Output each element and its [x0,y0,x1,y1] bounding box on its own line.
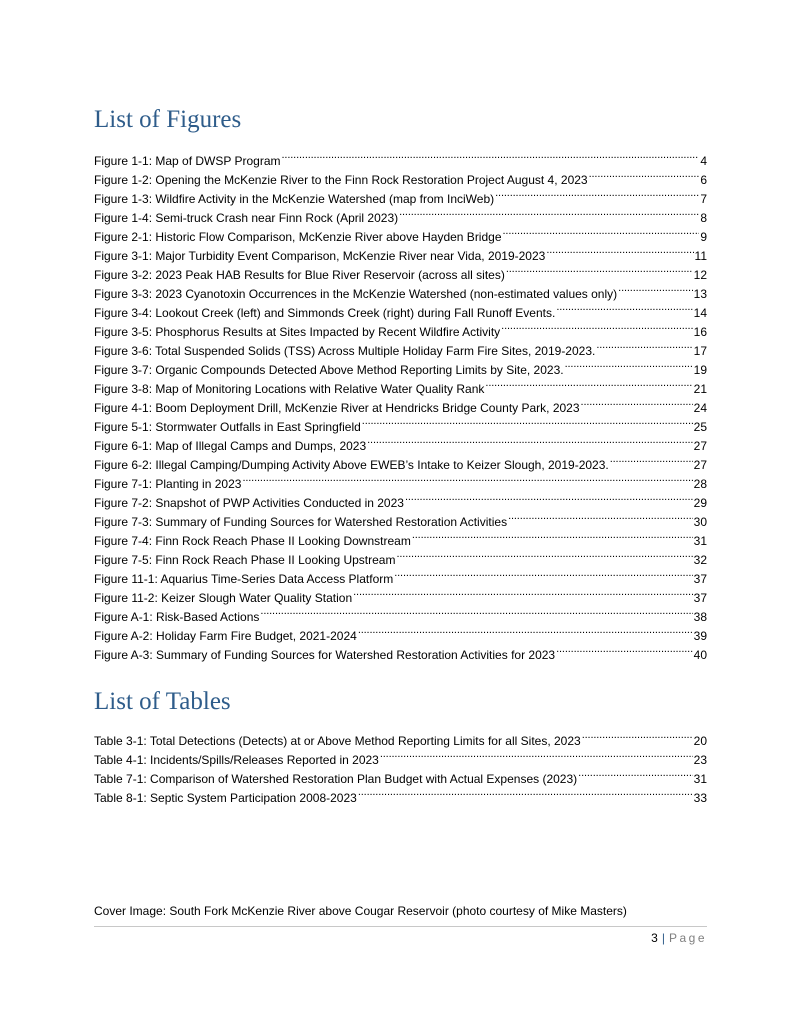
table-entry-label: Table 8-1: Septic System Participation 2008-2023 [94,791,357,805]
dot-leader [380,745,693,764]
figure-entry-label: Figure A-2: Holiday Farm Fire Budget, 2021-2024 [94,629,357,643]
figure-entry-label: Figure 3-6: Total Suspended Solids (TSS) Across Multiple Holiday Farm Fire Sites, 2019-2023. [94,344,596,358]
footer-separator: | [661,931,665,945]
dot-leader [506,260,693,279]
figure-entry-page-number: 31 [693,534,707,548]
dot-leader [396,545,692,564]
dot-leader [399,203,699,222]
figure-entry-label: Figure 7-4: Finn Rock Reach Phase II Looking Downstream [94,534,411,548]
document-page [94,0,707,1035]
table-entry-label: Table 7-1: Comparison of Watershed Restoration Plan Budget with Actual Expenses (2023) [94,772,578,786]
figure-entry-page-number: 24 [693,401,707,415]
figure-entry-page-number: 16 [693,325,707,339]
figure-entry-page-number: 27 [693,458,707,472]
figure-entry-label: Figure 5-1: Stormwater Outfalls in East Springfield [94,420,361,434]
figure-entry-label: Figure 3-8: Map of Monitoring Locations with Relative Water Quality Rank [94,382,485,396]
figure-entry-page-number: 8 [700,211,707,225]
dot-leader [282,146,700,165]
figure-entry-page-number: 40 [693,648,707,662]
dot-leader [578,764,692,783]
figure-entry-page-number: 11 [694,249,707,263]
dot-leader [412,526,693,545]
figure-entry-page-number: 17 [693,344,707,358]
figure-entry-page-number: 38 [693,610,707,624]
figures-list [94,146,707,662]
list-of-tables-heading: List of Tables [94,688,231,715]
figure-entry-label: Figure 6-1: Map of Illegal Camps and Dumps, 2023 [94,439,367,453]
footer-divider [94,926,707,927]
dot-leader [589,165,700,184]
dot-leader [596,336,692,355]
figure-entry-label: Figure 3-4: Lookout Creek (left) and Simmonds Creek (right) during Fall Runoff Events. [94,306,556,320]
figure-entry-label: Figure 7-2: Snapshot of PWP Activities Conducted in 2023 [94,496,404,510]
figure-entry-page-number: 19 [693,363,707,377]
figure-entry-label: Figure 1-1: Map of DWSP Program [94,154,281,168]
tables-list [94,726,707,805]
figure-entry-page-number: 12 [693,268,707,282]
dot-leader [242,469,692,488]
dot-leader [485,374,692,393]
dot-leader [358,621,693,640]
figure-entry-label: Figure 11-1: Aquarius Time-Series Data Access Platform [94,572,394,586]
figure-entry-page-number: 29 [693,496,707,510]
figure-entry-label: Figure 3-5: Phosphorus Results at Sites Impacted by Recent Wildfire Activity [94,325,501,339]
figure-entry-page-number: 37 [693,591,707,605]
figure-entry-page-number: 7 [700,192,707,206]
figure-entry-label: Figure 3-1: Major Turbidity Event Comparison, McKenzie River near Vida, 2019-2023 [94,249,546,263]
figure-entry-label: Figure A-1: Risk-Based Actions [94,610,260,624]
figure-entry-label: Figure A-3: Summary of Funding Sources for Watershed Restoration Activities for 2023 [94,648,556,662]
figure-entry-label: Figure 1-3: Wildfire Activity in the McKenzie Watershed (map from InciWeb) [94,192,495,206]
table-entry-page-number: 23 [693,753,707,767]
dot-leader [546,241,693,260]
figure-entry-page-number: 21 [693,382,707,396]
dot-leader [358,783,693,802]
cover-image-caption: Cover Image: South Fork McKenzie River above Cougar Reservoir (photo courtesy of Mike Masters) [94,904,627,918]
dot-leader [353,583,693,602]
page-word: Page [668,931,707,945]
dot-leader [610,450,693,469]
figure-entry-page-number: 9 [700,230,707,244]
figure-entry[interactable] [94,146,707,168]
dot-leader [581,393,693,412]
figure-entry-label: Figure 7-5: Finn Rock Reach Phase II Looking Upstream [94,553,396,567]
figure-entry-label: Figure 3-3: 2023 Cyanotoxin Occurrences in the McKenzie Watershed (non-estimated values only) [94,287,618,301]
figure-entry-page-number: 37 [693,572,707,586]
figure-entry-page-number: 28 [693,477,707,491]
dot-leader [362,412,693,431]
dot-leader [618,279,692,298]
dot-leader [556,298,692,317]
figure-entry-page-number: 39 [693,629,707,643]
figure-entry-label: Figure 2-1: Historic Flow Comparison, McKenzie River above Hayden Bridge [94,230,502,244]
dot-leader [582,726,693,745]
page-number: 3 [651,931,658,945]
figure-entry-page-number: 25 [693,420,707,434]
figure-entry-page-number: 6 [700,173,707,187]
table-entry-page-number: 33 [693,791,707,805]
table-entry-page-number: 31 [693,772,707,786]
figure-entry-label: Figure 3-2: 2023 Peak HAB Results for Blue River Reservoir (across all sites) [94,268,505,282]
figure-entry-page-number: 32 [693,553,707,567]
page-footer [651,929,707,948]
dot-leader [394,564,692,583]
dot-leader [405,488,693,507]
table-entry-page-number: 20 [693,734,707,748]
table-entry-label: Table 4-1: Incidents/Spills/Releases Reported in 2023 [94,753,379,767]
figure-entry-page-number: 27 [693,439,707,453]
figure-entry-page-number: 14 [693,306,707,320]
figure-entry-page-number: 30 [693,515,707,529]
figure-entry-label: Figure 7-3: Summary of Funding Sources for Watershed Restoration Activities [94,515,508,529]
figure-entry-label: Figure 1-2: Opening the McKenzie River to the Finn Rock Restoration Project August 4, 2023 [94,173,588,187]
figure-entry-label: Figure 11-2: Keizer Slough Water Quality Station [94,591,353,605]
dot-leader [508,507,693,526]
figure-entry-label: Figure 4-1: Boom Deployment Drill, McKenzie River at Hendricks Bridge County Park, 2023 [94,401,580,415]
figure-entry-label: Figure 7-1: Planting in 2023 [94,477,242,491]
dot-leader [495,184,699,203]
table-entry-label: Table 3-1: Total Detections (Detects) at or Above Method Reporting Limits for all Sites, 2023 [94,734,581,748]
figure-entry-label: Figure 6-2: Illegal Camping/Dumping Activity Above EWEB’s Intake to Keizer Slough, 2019-2023. [94,458,609,472]
list-of-figures-heading: List of Figures [94,106,242,133]
figure-entry-page-number: 4 [700,154,707,168]
dot-leader [367,431,693,450]
dot-leader [501,317,692,336]
dot-leader [556,640,693,659]
table-entry[interactable] [94,726,707,748]
dot-leader [503,222,700,241]
figure-entry-label: Figure 1-4: Semi-truck Crash near Finn Rock (April 2023) [94,211,399,225]
figure-entry-label: Figure 3-7: Organic Compounds Detected Above Method Reporting Limits by Site, 2023. [94,363,564,377]
dot-leader [565,355,693,374]
dot-leader [260,602,692,621]
figure-entry-page-number: 13 [693,287,707,301]
